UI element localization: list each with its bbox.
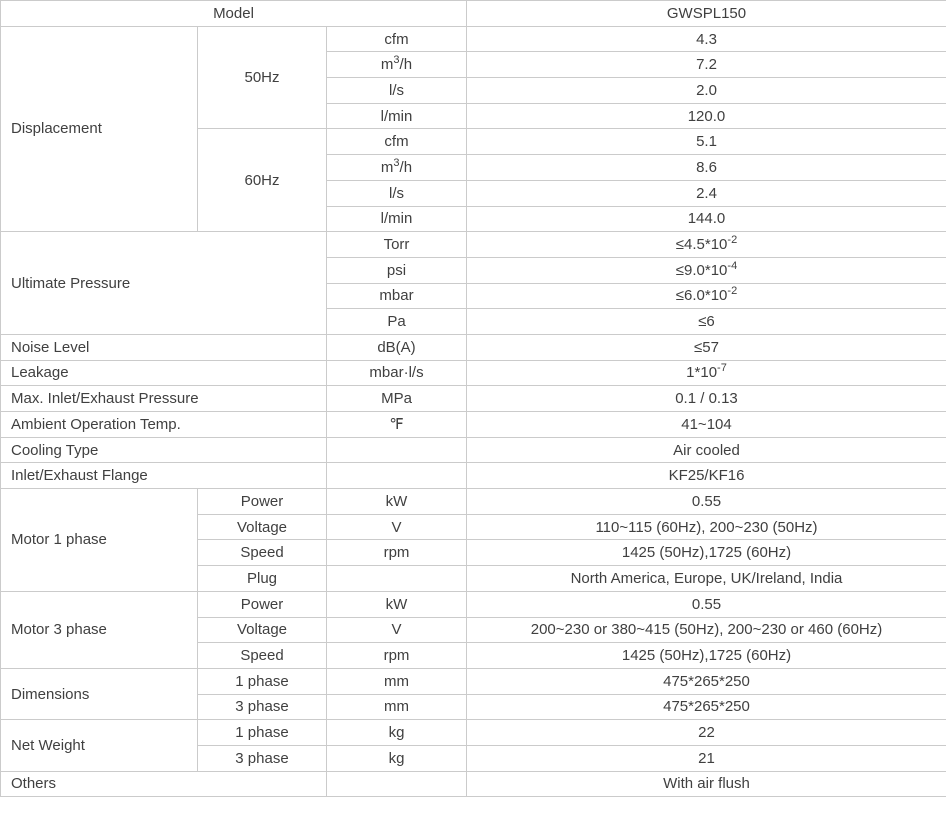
unit-cell: kg [327, 720, 467, 746]
value-cell: $\le 4.5*10^{-2}$ [467, 232, 946, 258]
param-cell: 1 phase [198, 720, 327, 746]
value-cell: North America, Europe, UK/Ireland, India [467, 566, 946, 592]
noise-level-label-cell: Noise Level [1, 334, 327, 360]
value-cell: $\le 6.0*10^{-2}$ [467, 283, 946, 309]
ambient-operation-temp-label-cell: Ambient Operation Temp. [1, 412, 327, 438]
value-cell: ≤57 [467, 334, 946, 360]
unit-cell [327, 437, 467, 463]
value-cell: 4.3 [467, 26, 946, 52]
motor-1-phase-label-cell: Motor 1 phase [1, 489, 198, 592]
value-cell: ≤6 [467, 309, 946, 335]
model-header-cell: Model [1, 1, 467, 27]
table-row [1, 334, 946, 360]
unit-cell: mbar [327, 283, 467, 309]
table-row [1, 386, 946, 412]
value-cell: 0.55 [467, 489, 946, 515]
others-label-cell: Others [1, 771, 327, 797]
table-row [1, 771, 946, 797]
displacement-label-cell: Displacement [1, 26, 198, 232]
unit-cell [327, 771, 467, 797]
value-cell: 2.4 [467, 180, 946, 206]
value-cell: 7.2 [467, 52, 946, 78]
max-inlet-exhaust-pressure-label-cell: Max. Inlet/Exhaust Pressure [1, 386, 327, 412]
param-cell: 1 phase [198, 668, 327, 694]
motor-3-phase-label-cell: Motor 3 phase [1, 591, 198, 668]
ultimate-pressure-label-cell: Ultimate Pressure [1, 232, 327, 335]
value-cell: 0.1 / 0.13 [467, 386, 946, 412]
unit-cell: l/min [327, 103, 467, 129]
unit-cell: rpm [327, 540, 467, 566]
unit-cell: dB(A) [327, 334, 467, 360]
unit-cell: psi [327, 257, 467, 283]
unit-cell: V [327, 514, 467, 540]
value-cell: $\le 9.0*10^{-4}$ [467, 257, 946, 283]
unit-cell [327, 566, 467, 592]
table-row [1, 668, 946, 694]
unit-cell: ℉ [327, 412, 467, 438]
unit-cell: mbar·l/s [327, 360, 467, 386]
value-cell: $1*10^{-7}$ [467, 360, 946, 386]
value-cell: 200~230 or 380~415 (50Hz), 200~230 or 460 (60Hz) [467, 617, 946, 643]
unit-cell: rpm [327, 643, 467, 669]
param-cell: Voltage [198, 617, 327, 643]
value-cell: KF25/KF16 [467, 463, 946, 489]
unit-cell: $m^3/h$ [327, 155, 467, 181]
value-cell: 144.0 [467, 206, 946, 232]
value-cell: Air cooled [467, 437, 946, 463]
unit-cell: $m^3/h$ [327, 52, 467, 78]
value-cell: 41~104 [467, 412, 946, 438]
param-cell: Plug [198, 566, 327, 592]
net-weight-label-cell: Net Weight [1, 720, 198, 771]
value-cell: 1425 (50Hz),1725 (60Hz) [467, 643, 946, 669]
unit-cell: l/min [327, 206, 467, 232]
value-cell: 22 [467, 720, 946, 746]
unit-cell: l/s [327, 78, 467, 104]
unit-cell: l/s [327, 180, 467, 206]
table-row [1, 489, 946, 515]
param-cell: Power [198, 489, 327, 515]
freq-60hz-cell: 60Hz [198, 129, 327, 232]
table-row [1, 412, 946, 438]
unit-cell: Pa [327, 309, 467, 335]
table-row [1, 26, 946, 52]
param-cell: Speed [198, 540, 327, 566]
value-cell: 475*265*250 [467, 668, 946, 694]
dimensions-label-cell: Dimensions [1, 668, 198, 719]
table-row [1, 437, 946, 463]
value-cell: 21 [467, 745, 946, 771]
param-cell: Voltage [198, 514, 327, 540]
leakage-label-cell: Leakage [1, 360, 327, 386]
table-row [1, 463, 946, 489]
unit-cell: mm [327, 694, 467, 720]
value-cell: With air flush [467, 771, 946, 797]
inlet-exhaust-flange-label-cell: Inlet/Exhaust Flange [1, 463, 327, 489]
param-cell: Power [198, 591, 327, 617]
value-cell: 2.0 [467, 78, 946, 104]
unit-cell: Torr [327, 232, 467, 258]
unit-cell: cfm [327, 129, 467, 155]
unit-cell [327, 463, 467, 489]
value-cell: 475*265*250 [467, 694, 946, 720]
unit-cell: MPa [327, 386, 467, 412]
value-cell: 110~115 (60Hz), 200~230 (50Hz) [467, 514, 946, 540]
table-row [1, 1, 946, 27]
table-row [1, 232, 946, 258]
unit-cell: kW [327, 591, 467, 617]
table-row [1, 720, 946, 746]
param-cell: 3 phase [198, 694, 327, 720]
table-row [1, 360, 946, 386]
table-row [1, 591, 946, 617]
model-value-cell: GWSPL150 [467, 1, 946, 27]
unit-cell: V [327, 617, 467, 643]
value-cell: 8.6 [467, 155, 946, 181]
param-cell: Speed [198, 643, 327, 669]
value-cell: 5.1 [467, 129, 946, 155]
value-cell: 1425 (50Hz),1725 (60Hz) [467, 540, 946, 566]
unit-cell: kg [327, 745, 467, 771]
unit-cell: cfm [327, 26, 467, 52]
value-cell: 0.55 [467, 591, 946, 617]
unit-cell: mm [327, 668, 467, 694]
cooling-type-label-cell: Cooling Type [1, 437, 327, 463]
param-cell: 3 phase [198, 745, 327, 771]
value-cell: 120.0 [467, 103, 946, 129]
freq-50hz-cell: 50Hz [198, 26, 327, 129]
unit-cell: kW [327, 489, 467, 515]
